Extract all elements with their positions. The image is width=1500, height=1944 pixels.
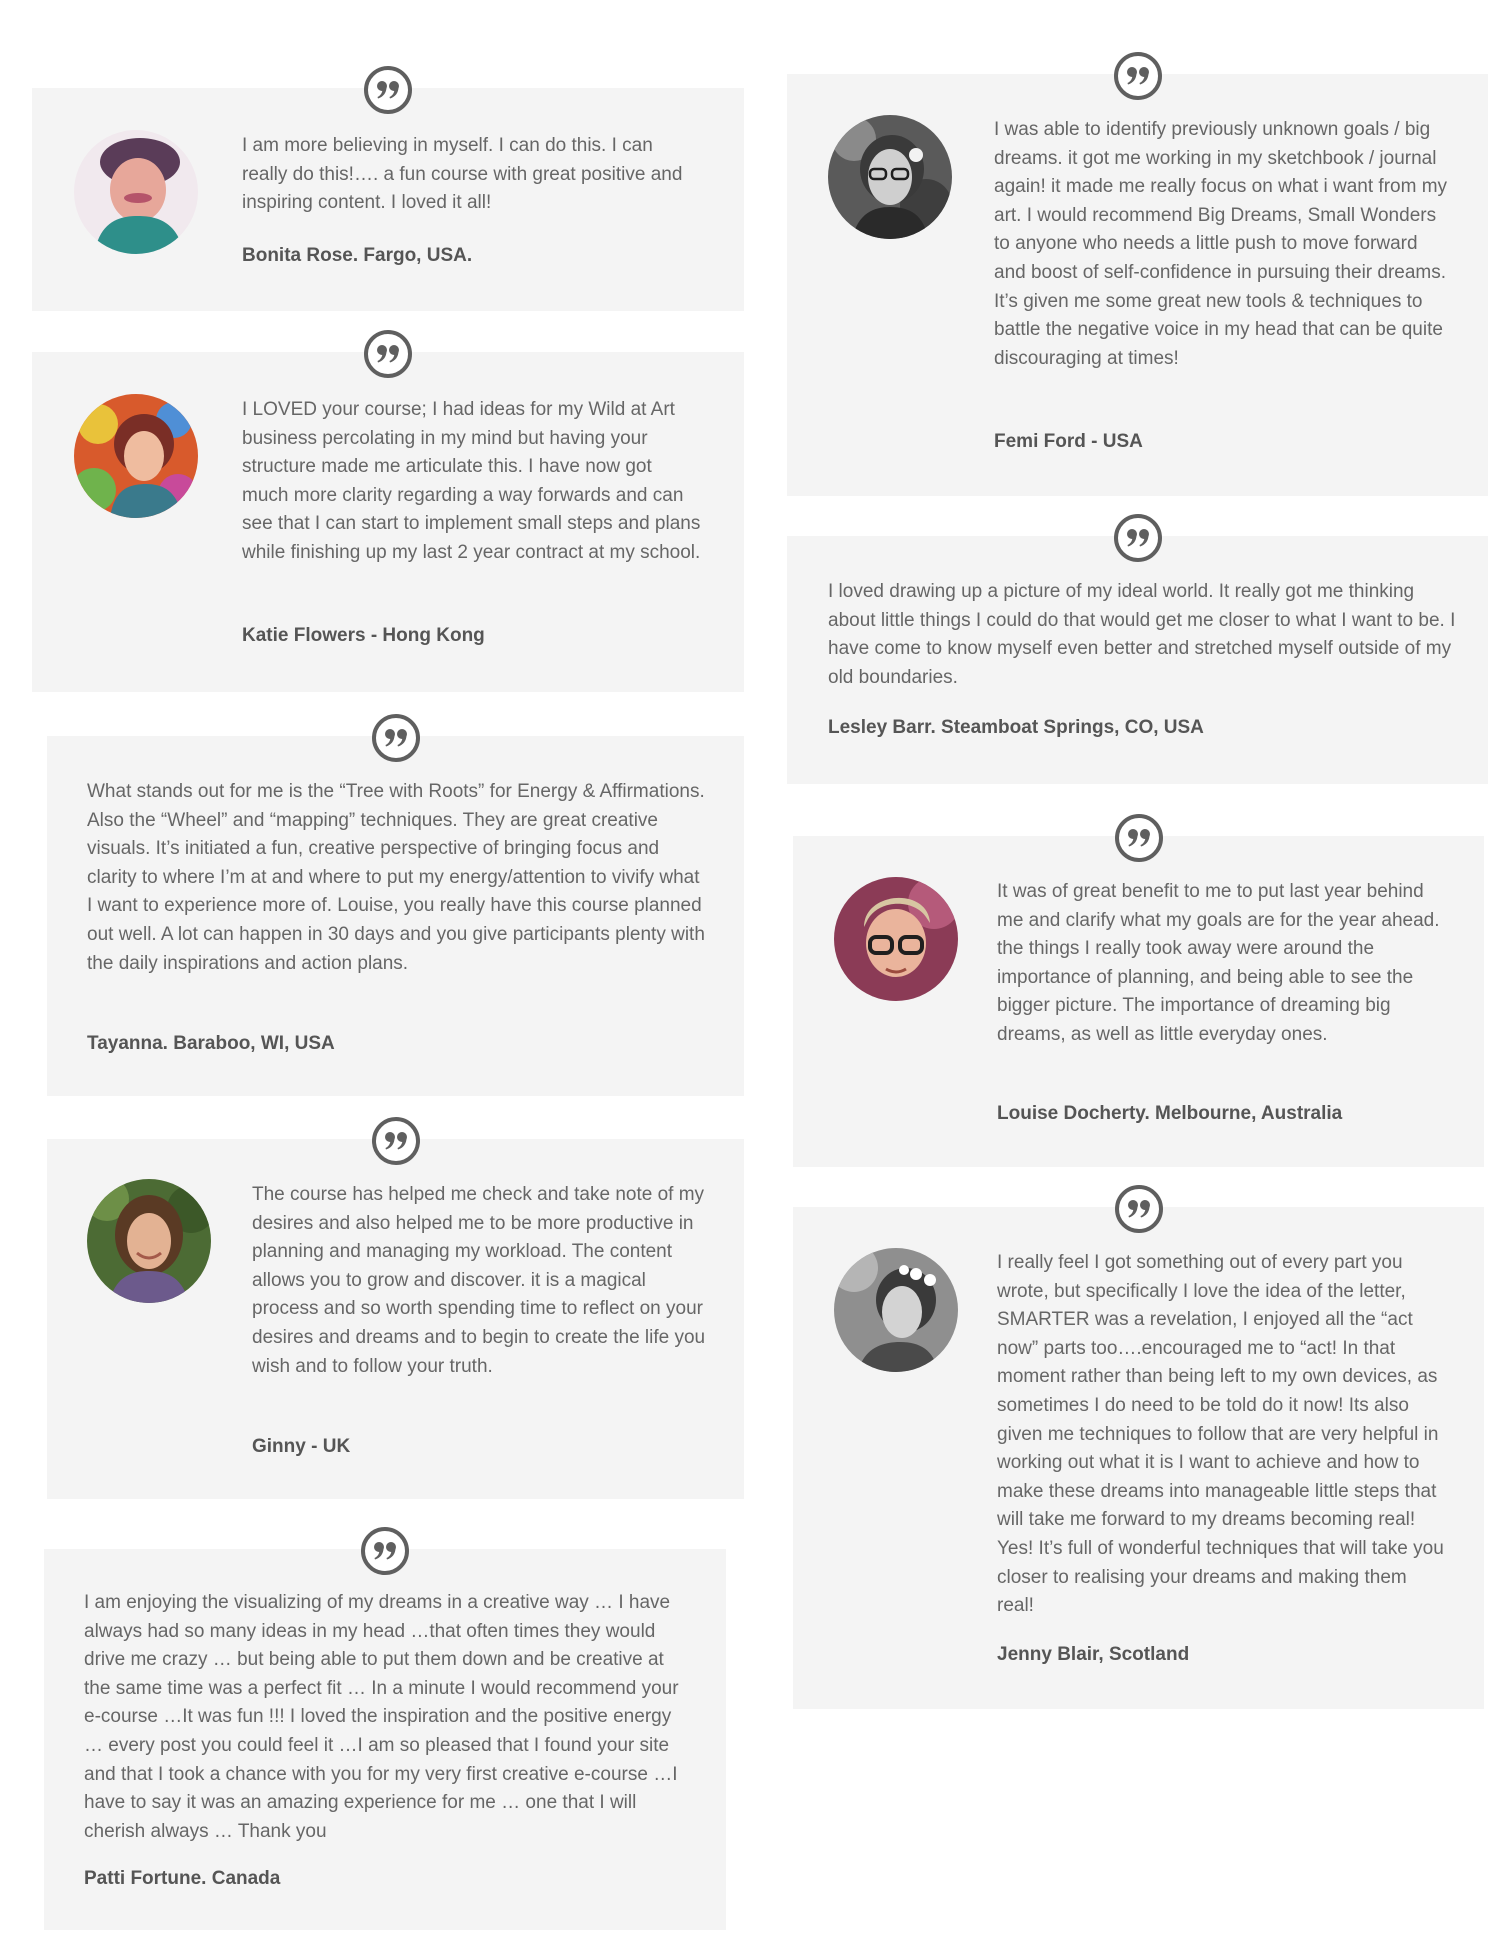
quote-icon xyxy=(1115,814,1163,862)
testimonial-author: Femi Ford - USA xyxy=(994,431,1143,452)
testimonial-quote: I really feel I got something out of every part you wrote, but specifically I love the idea of the letter, SMARTER was a revelation, I enjoyed all the “act now” parts too….encouraged me to “act! In that moment rather than being left to my own devices, as sometimes I do need to be told do it now! Its also given me techniques to follow that are very helpful in working out what it is I want to achieve and how to make these dreams into manageable little steps that will take me forward to my dreams becoming real! Yes! It’s full of wonderful techniques that will take you closer to realising your dreams and making them real! xyxy=(997,1252,1444,1617)
testimonial-quote: What stands out for me is the “Tree with Roots” for Energy & Affirmations. Also the “Wheel” and “mapping” techniques. They are great creative visuals. It’s initiated a fun, creative perspective of bringing focus and clarity to where I’m at and where to put my energy/attention to vivify what I want to experience more of. Louise, you really have this course planned out well. A lot can happen in 30 days and you give participants plenty with the daily inspirations and action plans. xyxy=(87,781,705,974)
testimonial-card xyxy=(32,352,744,692)
avatar xyxy=(87,1179,211,1303)
testimonial-author: Ginny - UK xyxy=(252,1436,351,1457)
testimonial-card xyxy=(32,88,744,311)
testimonial-quote: I was able to identify previously unknown goals / big dreams. it got me working in my sketchbook / journal again! it made me really focus on what i want from my art. I would recommend Big Dreams, Small Wonders to anyone who needs a little push to move forward and boost of self-confidence in pursuing their dreams. It’s given me some great new tools & techniques to battle the negative voice in my head that can be quite discouraging at times! xyxy=(994,119,1448,369)
testimonial-quote: I am enjoying the visualizing of my dreams in a creative way … I have always had so many ideas in my head …that often times they would drive me crazy … but being able to put them down and be creative at the same time was a perfect fit … In a minute I would recommend your e-course …It was fun !!! I loved the inspiration and the positive energy … every post you could feel it …I am so pleased that I found your site and that I took a chance with you for my very first creative e-course …I have to say it was an amazing experience for me … one that I will cherish always … Thank you xyxy=(84,1592,679,1842)
testimonial-card xyxy=(44,1549,726,1930)
testimonial-author: Bonita Rose. Fargo, USA. xyxy=(242,245,473,266)
quote-icon xyxy=(1114,52,1162,100)
testimonial-quote: I am more believing in myself. I can do this. I can really do this!…. a fun course with great positive and inspiring content. I loved it all! xyxy=(242,135,683,214)
quote-icon xyxy=(364,330,412,378)
testimonial-author: Patti Fortune. Canada xyxy=(84,1868,281,1889)
testimonial-author: Katie Flowers - Hong Kong xyxy=(242,625,485,646)
testimonial-card xyxy=(47,736,744,1096)
testimonial-quote: I LOVED your course; I had ideas for my Wild at Art business percolating in my mind but having your structure made me articulate this. I have now got much more clarity regarding a way forwards and can see that I can start to implement small steps and plans while finishing up my last 2 year contract at my school. xyxy=(242,399,701,563)
quote-icon xyxy=(1114,514,1162,562)
testimonial-quote: The course has helped me check and take note of my desires and also helped me to be more productive in planning and managing my workload. The content allows you to grow and discover. it is a magical process and so worth spending time to reflect on your desires and dreams and to begin to create the life you wish and to follow your truth. xyxy=(252,1184,706,1377)
avatar xyxy=(828,115,952,239)
quote-icon xyxy=(364,66,412,114)
testimonial-quote: It was of great benefit to me to put last year behind me and clarify what my goals are for the year ahead. the things I really took away were around the importance of planning, and being able to see the bigger picture. The importance of dreaming big dreams, as well as little everyday ones. xyxy=(997,881,1440,1045)
quote-icon xyxy=(361,1527,409,1575)
testimonial-card xyxy=(793,836,1484,1167)
quote-icon xyxy=(372,714,420,762)
testimonial-quote: I loved drawing up a picture of my ideal world. It really got me thinking about little things I could do that would get me closer to what I want to be. I have come to know myself even better and stretched myself outside of my old boundaries. xyxy=(828,581,1456,688)
testimonial-author: Tayanna. Baraboo, WI, USA xyxy=(87,1033,335,1054)
testimonial-author: Jenny Blair, Scotland xyxy=(997,1644,1190,1665)
testimonial-card xyxy=(47,1139,744,1499)
testimonial-card xyxy=(787,74,1488,496)
avatar xyxy=(74,394,198,518)
avatar xyxy=(74,130,198,254)
avatar xyxy=(834,877,958,1001)
testimonial-card xyxy=(793,1207,1484,1709)
quote-icon xyxy=(372,1117,420,1165)
quote-icon xyxy=(1115,1185,1163,1233)
testimonial-card xyxy=(787,536,1488,784)
testimonial-author: Louise Docherty. Melbourne, Australia xyxy=(997,1103,1343,1124)
avatar xyxy=(834,1248,958,1372)
testimonial-author: Lesley Barr. Steamboat Springs, CO, USA xyxy=(828,717,1204,738)
